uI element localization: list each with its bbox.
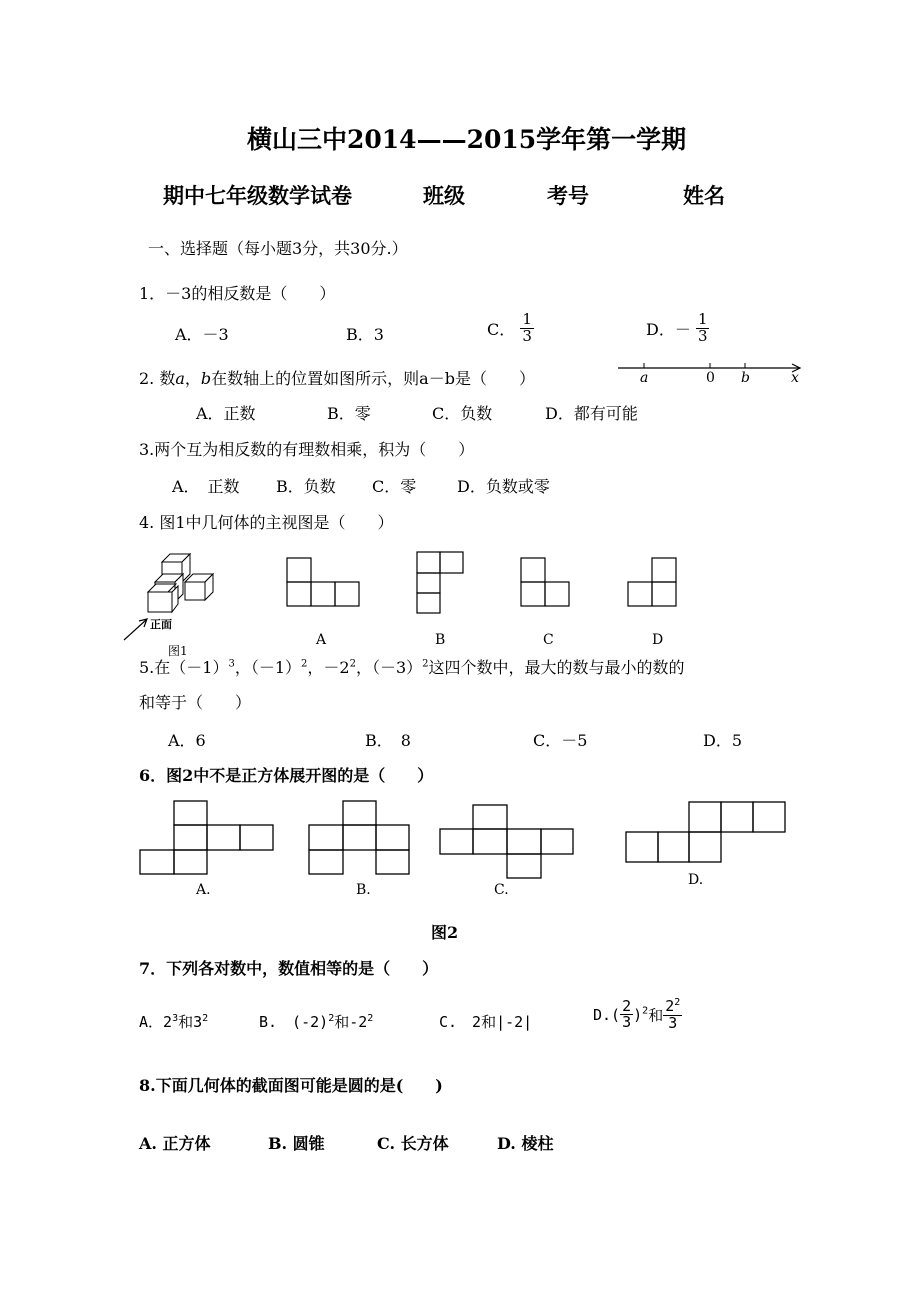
q7-stem: 7．下列各对数中，数值相等的是（ ） xyxy=(139,959,439,978)
q5-option-b: B． 8 xyxy=(365,731,411,750)
q2-stem: 2. 数a，b在数轴上的位置如图所示，则a－b是（ ） xyxy=(139,369,535,388)
q1-c-fraction: $\frac{1}{3}$ xyxy=(522,310,532,345)
q8-option-d: D. 棱柱 xyxy=(497,1134,554,1153)
q5-option-c: C．－5 xyxy=(533,731,588,750)
q4-label-d: D xyxy=(652,632,664,648)
exam-subtitle: 期中七年级数学试卷 xyxy=(163,183,352,208)
q8-option-b: B. 圆锥 xyxy=(268,1134,325,1153)
q2-option-b: B．零 xyxy=(327,404,371,423)
q2-option-c: C．负数 xyxy=(432,404,493,423)
q4-label-b: B xyxy=(435,632,446,648)
front-arrow-icon xyxy=(124,620,146,640)
name-label: 姓名 xyxy=(683,183,725,208)
q7-d-fraction-2: $\frac{2^2}{3}$ xyxy=(665,997,681,1032)
q5-stem-line2: 和等于（ ） xyxy=(139,693,252,712)
q6-net-d xyxy=(625,801,790,865)
q5-stem: 5.在$(-1)^3$，$(-1)^2$，$-2^2$，$(-3)^2$这四个数中，最大的数与最小的数的 xyxy=(139,658,685,677)
q4-view-c xyxy=(520,556,575,611)
q4-label-a: A xyxy=(316,632,327,648)
q5-option-a: A．6 xyxy=(168,731,206,750)
figure-1-caption: 图1 xyxy=(168,644,188,658)
class-label: 班级 xyxy=(423,183,465,208)
q6-net-b xyxy=(308,800,413,880)
q6-label-a: A. xyxy=(196,882,211,898)
q3-stem: 3.两个互为相反数的有理数相乘，积为（ ） xyxy=(139,440,475,459)
number-label: 考号 xyxy=(547,183,589,208)
q7-option-a: A．$2^3$和$3^2$ xyxy=(139,1013,209,1031)
q1-option-b: B．3 xyxy=(346,325,384,344)
q7-d-fraction-1: $\frac{2}{3}$ xyxy=(622,996,632,1032)
q8-option-c: C. 长方体 xyxy=(377,1134,449,1153)
q7-option-c: C. 2和|-2| xyxy=(439,1013,533,1031)
q1-option-a: A．－3 xyxy=(175,325,229,344)
q6-net-c xyxy=(439,804,579,882)
q4-stem: 4. 图1中几何体的主视图是（ ） xyxy=(139,513,394,532)
q2-option-d: D．都有可能 xyxy=(545,404,638,423)
q5-option-d: D．5 xyxy=(703,731,743,750)
page-title: 横山三中2014——2015学年第一学期 xyxy=(247,125,687,154)
q1-stem: 1．－3的相反数是（ ） xyxy=(139,284,336,303)
q6-net-a xyxy=(139,800,279,880)
q4-view-b xyxy=(416,550,471,618)
q3-option-b: B．负数 xyxy=(276,477,336,496)
q8-stem: 8.下面几何体的截面图可能是圆的是( ) xyxy=(139,1076,443,1095)
q1-d-fraction: $\frac{1}{3}$ xyxy=(697,310,708,345)
q7-option-d: D.( $\frac{2}{3}$ )$^2$和 $\frac{2^2}{3}$ xyxy=(593,996,681,1032)
axis-label-b: b xyxy=(741,370,750,386)
axis-label-zero: 0 xyxy=(706,370,715,386)
q3-option-c: C．零 xyxy=(372,477,417,496)
q6-stem: 6．图2中不是正方体展开图的是（ ） xyxy=(139,766,434,785)
q4-label-c: C xyxy=(543,632,554,648)
front-label: 正面 xyxy=(150,618,172,631)
q3-option-a: A． 正数 xyxy=(172,477,240,496)
q2-option-a: A．正数 xyxy=(196,404,256,423)
figure-2-caption: 图2 xyxy=(431,923,459,942)
section-heading: 一、选择题（每小题3分，共30分.） xyxy=(148,239,408,258)
q8-option-a: A. 正方体 xyxy=(139,1134,211,1153)
q6-label-d: D. xyxy=(688,872,704,888)
q1-option-d: D．－ $\frac{1}{3}$ xyxy=(646,310,708,345)
q6-label-b: B. xyxy=(356,882,371,898)
q4-view-a xyxy=(286,556,366,611)
axis-label-a: a xyxy=(640,370,649,386)
q6-label-c: C. xyxy=(494,882,509,898)
q4-view-d xyxy=(627,556,682,611)
axis-label-x: x xyxy=(791,370,799,386)
q3-option-d: D．负数或零 xyxy=(457,477,550,496)
q1-option-c: C． $\frac{1}{3}$ xyxy=(487,310,532,345)
number-line-figure xyxy=(616,360,806,388)
q7-option-b: B. $(-2)^2$和$-2^2$ xyxy=(259,1013,374,1031)
